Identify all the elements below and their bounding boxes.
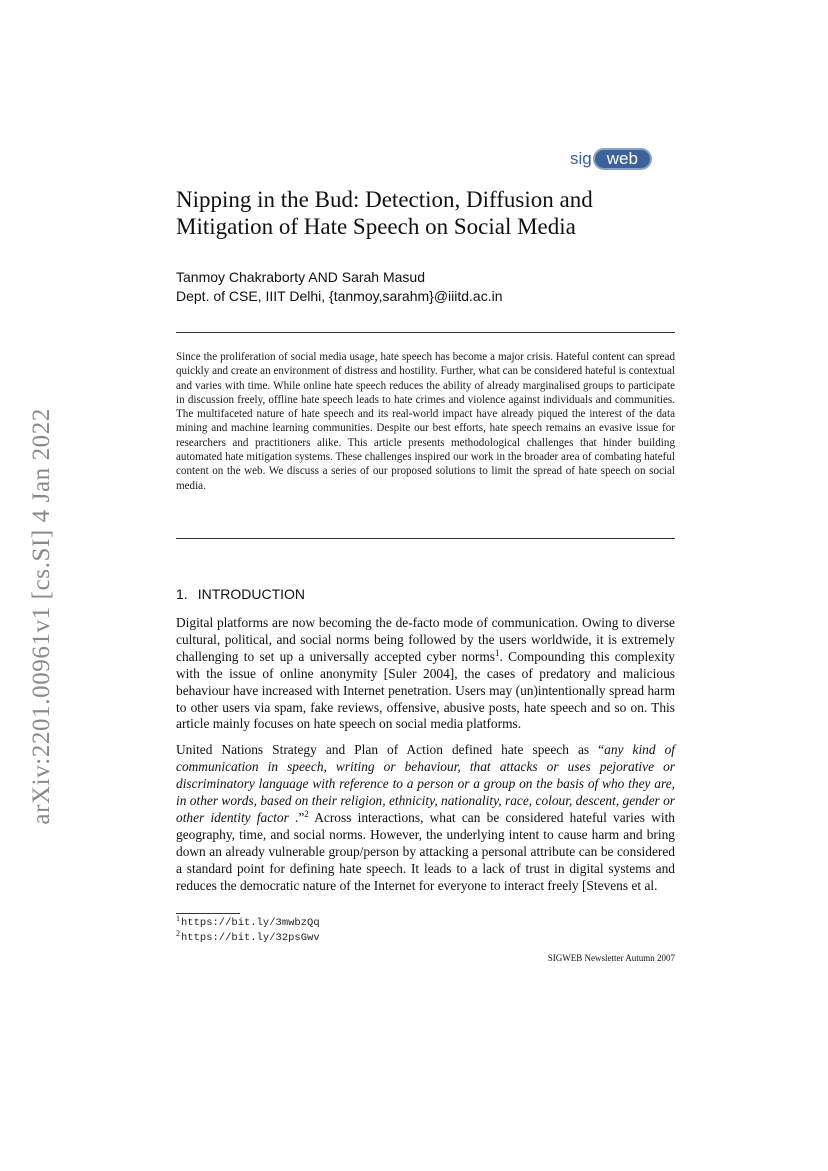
paragraph-2-text-b: .” <box>288 809 305 825</box>
section-title: INTRODUCTION <box>197 586 306 602</box>
footnote-1-link[interactable]: https://bit.ly/3mwbzQq <box>181 917 320 929</box>
section-heading <box>176 586 305 602</box>
author-affiliation: Dept. of CSE, IIIT Delhi, {tanmoy,sarahm}@iiitd.ac.in <box>176 288 503 304</box>
footnotes <box>176 916 320 946</box>
un-definition-quote: any kind of communication in speech, writing or behaviour, that attacks or uses pejorative or discriminatory language with reference to a person or a group on the basis of who they are, in other words, based on their religion, ethnicity, nationality, race, colour, descent, gender or other identity factor <box>176 742 676 825</box>
arxiv-sidebar-stamp <box>20 388 64 844</box>
abstract-top-rule <box>176 332 675 333</box>
logo-web: web <box>593 148 652 170</box>
page-footer: SIGWEB Newsletter Autumn 2007 <box>547 953 675 963</box>
sigweb-logo <box>570 148 652 170</box>
author-block <box>176 268 503 306</box>
footnote-1 <box>176 916 320 931</box>
footnote-2-mark: 2 <box>176 929 180 938</box>
author-names: Tanmoy Chakraborty AND Sarah Masud <box>176 269 425 285</box>
footnote-2-link[interactable]: https://bit.ly/32psGwv <box>181 932 320 944</box>
arxiv-id: arXiv:2201.00961v1 [cs.SI] 4 Jan 2022 <box>28 407 55 825</box>
paragraph-2 <box>176 742 675 894</box>
footnote-ref-2: 2 <box>304 808 309 819</box>
paragraph-1-text-b: . Compounding this complexity with the issue of online anonymity [Suler 2004], the cases of predatory and malicious behaviour have increased with Internet penetration. Users may (un)intentionally spread harm to other users via spam, fake reviews, offensive, abusive posts, hate speech and so on. This article mainly focuses on hate speech on social media platforms. <box>176 648 675 732</box>
body-text <box>176 615 675 904</box>
abstract-bottom-rule <box>176 538 675 539</box>
logo-sig: sig <box>570 149 592 168</box>
paragraph-1-text-a: Digital platforms are now becoming the de-facto mode of communication. Owing to diverse cultural, political, and social norms being followed by the users worldwide, it is extremely challenging to set up a universally accepted cyber norms <box>176 615 675 664</box>
footnote-ref-1: 1 <box>495 647 500 658</box>
paragraph-1 <box>176 615 675 733</box>
footnote-1-mark: 1 <box>176 914 180 923</box>
footnote-rule <box>176 913 240 914</box>
paragraph-2-text-c: Across interactions, what can be considered hateful varies with geography, time, and social norms. However, the underlying intent to cause harm and bring down an already vulnerable group/person by attacking a personal attribute can be considered a standard point for defining hate speech. It leads to a lack of trust in digital systems and reduces the democratic nature of the Internet for everyone to interact freely [Stevens et al. <box>176 809 675 893</box>
paper-title: Nipping in the Bud: Detection, Diffusion and Mitigation of Hate Speech on Social Media <box>176 187 593 239</box>
footnote-2 <box>176 931 320 946</box>
section-number: 1. <box>176 586 188 602</box>
abstract: Since the proliferation of social media usage, hate speech has become a major crisis. Hateful content can spread quickly and create an environment of distress and hostility. Further, what can be considered hateful is contextual and varies with time. While online hate speech reduces the ability of already marginalised groups to participate in discussion freely, offline hate speech leads to hate crimes and violence against individuals and communities. The multifaceted nature of hate speech and its real-world impact have already piqued the interest of the data mining and machine learning communities. Despite our best efforts, hate speech remains an evasive issue for researchers and practitioners alike. This article presents methodological challenges that hinder building automated hate mitigation systems. These challenges inspired our work in the broader area of combating hateful content on the web. We discuss a series of our proposed solutions to limit the spread of hate speech on social media. <box>176 351 675 492</box>
paragraph-2-text-a: United Nations Strategy and Plan of Action defined hate speech as “ <box>176 742 605 758</box>
